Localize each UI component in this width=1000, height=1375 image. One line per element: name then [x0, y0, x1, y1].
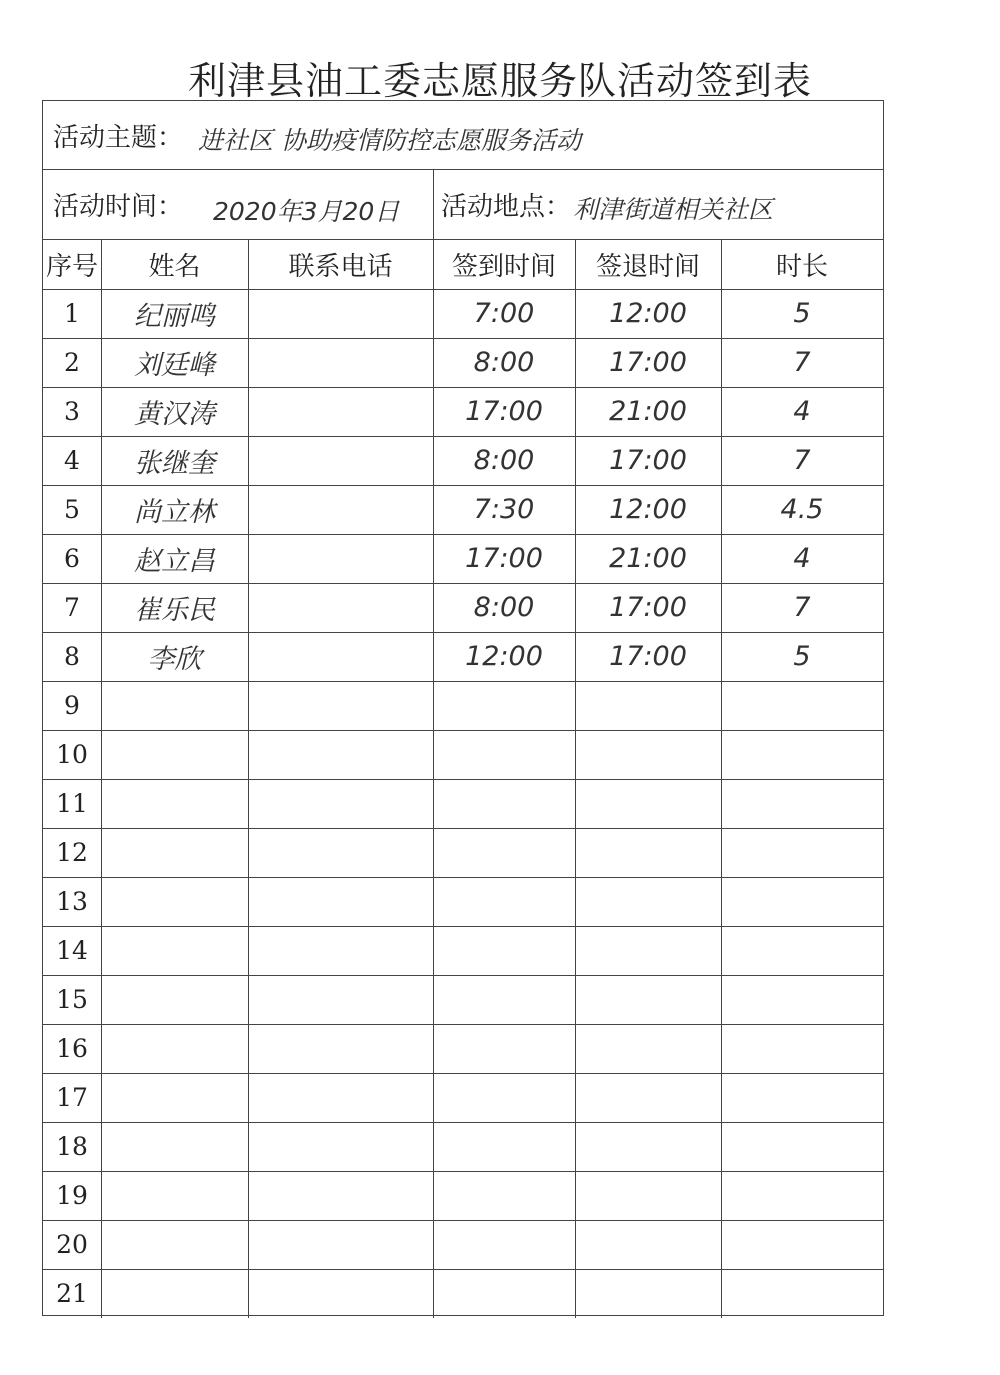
cell-col-no: 6 [64, 544, 80, 573]
cell-col-duration [721, 828, 883, 877]
cell-col-signin [433, 877, 575, 926]
cell-col-name [101, 1122, 248, 1171]
cell-col-phone [248, 828, 433, 877]
cell-col-signout [575, 975, 721, 1024]
cell-col-name [101, 681, 248, 730]
cell-col-no: 13 [56, 887, 88, 916]
cell-col-signout [575, 926, 721, 975]
cell-col-signout [575, 1073, 721, 1122]
cell-col-name [101, 828, 248, 877]
cell-col-name [101, 1269, 248, 1318]
cell-col-no: 18 [56, 1132, 88, 1161]
cell-col-signout [575, 779, 721, 828]
cell-col-duration: 5 [793, 298, 811, 329]
cell-col-name: 张继奎 [134, 448, 215, 479]
cell-col-no: 19 [56, 1181, 88, 1210]
signin-sheet [42, 100, 884, 1316]
cell-col-phone [248, 534, 433, 583]
cell-col-no: 20 [56, 1230, 88, 1259]
cell-col-duration [721, 1073, 883, 1122]
cell-col-signout: 17:00 [609, 592, 687, 623]
time-value: 2020年3月20日 [213, 197, 400, 226]
header-col-no: 序号 [45, 251, 98, 282]
cell-col-no: 14 [56, 936, 88, 965]
cell-col-name [101, 1073, 248, 1122]
cell-col-signin [433, 1024, 575, 1073]
cell-col-name [101, 926, 248, 975]
cell-col-signin: 17:00 [465, 396, 543, 427]
topic-label: 活动主题： [53, 122, 184, 153]
cell-col-name [101, 1171, 248, 1220]
time-label: 活动时间： [53, 191, 184, 222]
cell-col-name: 刘廷峰 [134, 350, 215, 381]
cell-col-signout [575, 877, 721, 926]
cell-col-duration [721, 779, 883, 828]
cell-col-phone [248, 583, 433, 632]
cell-col-signin: 8:00 [473, 347, 535, 378]
cell-col-name: 崔乐民 [134, 595, 215, 626]
cell-col-duration [721, 1171, 883, 1220]
cell-col-no: 5 [64, 495, 80, 524]
cell-col-duration [721, 730, 883, 779]
cell-col-signout: 17:00 [609, 347, 687, 378]
cell-col-signin [433, 779, 575, 828]
cell-col-signin [433, 1122, 575, 1171]
cell-col-signin [433, 828, 575, 877]
cell-col-signout [575, 730, 721, 779]
cell-col-signout [575, 1024, 721, 1073]
cell-col-phone [248, 1220, 433, 1269]
cell-col-name: 黄汉涛 [134, 399, 215, 430]
cell-col-phone [248, 730, 433, 779]
cell-col-duration [721, 926, 883, 975]
cell-col-signout: 17:00 [609, 445, 687, 476]
cell-col-no: 3 [64, 397, 80, 426]
cell-col-signout: 17:00 [609, 641, 687, 672]
cell-col-no: 21 [56, 1279, 88, 1308]
cell-col-no: 10 [56, 740, 88, 769]
cell-col-phone [248, 1269, 433, 1318]
cell-col-no: 11 [56, 789, 88, 818]
cell-col-signin [433, 1269, 575, 1318]
cell-col-signin: 8:00 [473, 445, 535, 476]
cell-col-signin [433, 1220, 575, 1269]
cell-col-phone [248, 1171, 433, 1220]
cell-col-phone [248, 632, 433, 681]
cell-col-signin [433, 730, 575, 779]
cell-col-duration [721, 1024, 883, 1073]
divider [433, 169, 434, 239]
cell-col-phone [248, 289, 433, 338]
cell-col-name: 尚立林 [134, 497, 215, 528]
cell-col-phone [248, 926, 433, 975]
cell-col-no: 8 [64, 642, 80, 671]
header-col-signout: 签退时间 [595, 251, 700, 282]
cell-col-name [101, 730, 248, 779]
cell-col-duration [721, 877, 883, 926]
cell-col-signout [575, 828, 721, 877]
cell-col-signin [433, 1073, 575, 1122]
cell-col-signout [575, 1171, 721, 1220]
place-value: 利津街道相关社区 [573, 195, 774, 224]
cell-col-signin: 8:00 [473, 592, 535, 623]
cell-col-duration: 7 [793, 347, 811, 378]
topic-value: 进社区 协助疫情防控志愿服务活动 [198, 126, 581, 155]
header-col-signin: 签到时间 [451, 251, 556, 282]
cell-col-signin [433, 975, 575, 1024]
cell-col-no: 12 [56, 838, 88, 867]
cell-col-duration [721, 1220, 883, 1269]
cell-col-duration: 4 [793, 543, 811, 574]
cell-col-signout: 21:00 [609, 396, 687, 427]
cell-col-no: 1 [64, 299, 80, 328]
cell-col-duration [721, 1122, 883, 1171]
cell-col-duration [721, 1269, 883, 1318]
cell-col-signout: 21:00 [609, 543, 687, 574]
cell-col-name [101, 1220, 248, 1269]
cell-col-phone [248, 436, 433, 485]
cell-col-signout [575, 681, 721, 730]
cell-col-phone [248, 338, 433, 387]
cell-col-duration: 7 [793, 445, 811, 476]
cell-col-phone [248, 779, 433, 828]
cell-col-duration [721, 975, 883, 1024]
cell-col-duration: 5 [793, 641, 811, 672]
cell-col-phone [248, 877, 433, 926]
cell-col-signin [433, 1171, 575, 1220]
cell-col-name: 纪丽鸣 [134, 301, 215, 332]
cell-col-duration: 7 [793, 592, 811, 623]
cell-col-signin: 7:30 [473, 494, 535, 525]
cell-col-signin [433, 681, 575, 730]
cell-col-name: 赵立昌 [134, 546, 215, 577]
cell-col-name [101, 975, 248, 1024]
cell-col-name: 李欣 [147, 644, 202, 675]
cell-col-phone [248, 975, 433, 1024]
cell-col-no: 4 [64, 446, 80, 475]
cell-col-signin: 17:00 [465, 543, 543, 574]
cell-col-no: 2 [64, 348, 80, 377]
cell-col-duration: 4.5 [780, 494, 824, 525]
cell-col-duration [721, 681, 883, 730]
cell-col-signout [575, 1220, 721, 1269]
cell-col-signout: 12:00 [609, 298, 687, 329]
cell-col-no: 17 [56, 1083, 88, 1112]
cell-col-phone [248, 1073, 433, 1122]
header-col-duration: 时长 [775, 251, 828, 282]
cell-col-phone [248, 387, 433, 436]
cell-col-no: 9 [64, 691, 80, 720]
cell-col-signin: 12:00 [465, 641, 543, 672]
cell-col-phone [248, 1024, 433, 1073]
cell-col-phone [248, 485, 433, 534]
page-title: 利津县油工委志愿服务队活动签到表 [187, 59, 812, 103]
cell-col-signout [575, 1122, 721, 1171]
cell-col-name [101, 779, 248, 828]
header-col-phone: 联系电话 [288, 251, 393, 282]
cell-col-duration: 4 [793, 396, 811, 427]
cell-col-phone [248, 1122, 433, 1171]
cell-col-signin: 7:00 [473, 298, 535, 329]
place-label: 活动地点： [441, 191, 572, 222]
cell-col-phone [248, 681, 433, 730]
cell-col-name [101, 877, 248, 926]
cell-col-no: 15 [56, 985, 88, 1014]
header-col-name: 姓名 [148, 251, 201, 282]
cell-col-name [101, 1024, 248, 1073]
cell-col-no: 7 [64, 593, 80, 622]
cell-col-signout: 12:00 [609, 494, 687, 525]
cell-col-signin [433, 926, 575, 975]
cell-col-no: 16 [56, 1034, 88, 1063]
cell-col-signout [575, 1269, 721, 1318]
